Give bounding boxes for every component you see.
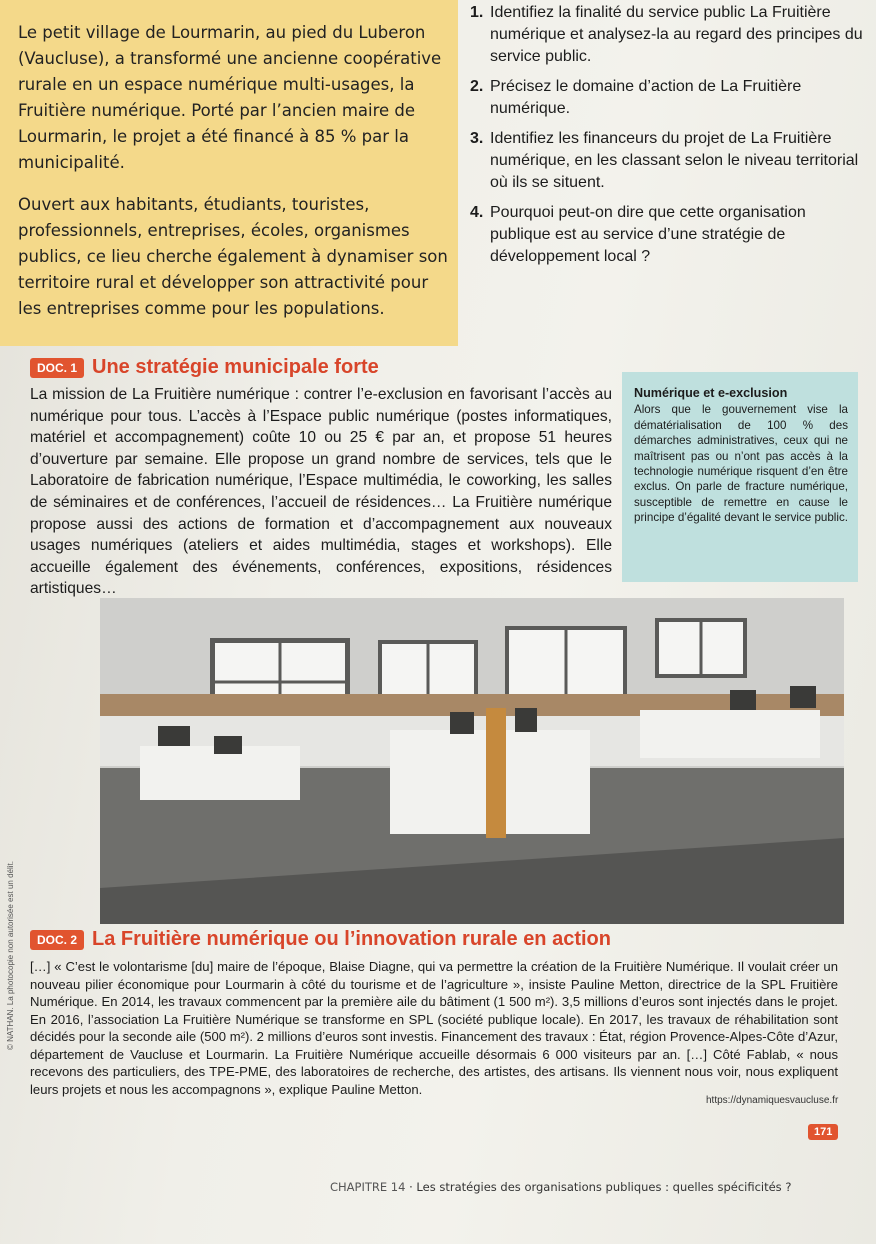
chapter-label: CHAPITRE 14 bbox=[330, 1180, 406, 1194]
question-text: Identifiez la finalité du service public La Fruitière numérique et analysez-la au regard des principes du service public. bbox=[490, 4, 863, 65]
doc1-badge: DOC. 1 bbox=[30, 358, 84, 378]
page-number-badge: 171 bbox=[808, 1124, 838, 1140]
question-text: Identifiez les financeurs du projet de La Fruitière numérique, en les classant selon le niveau territorial où ils se situent. bbox=[490, 130, 859, 191]
chapter-footer bbox=[330, 1180, 830, 1194]
question-text: Pourquoi peut-on dire que cette organisation publique est au service d’une stratégie de développement local ? bbox=[490, 204, 806, 265]
doc2-body: […] « C’est le volontarisme [du] maire de l’époque, Blaise Diagne, qui va permettre la création de la Fruitière Numérique. Il voulait créer un nouveau pilier économique pour Lourmarin à côté du tourisme et de l’agriculture », insiste Pauline Metton, directrice de la SPL Fruitière Numérique. En 2014, les travaux commencent par la première aile du bâtiment (1 500 m²). 3,5 millions d’euros sont injectés dans le projet. En 2016, l’association La Fruitière Numérique se transforme en SPL (société publique locale). En 2017, les travaux de réhabilitation sont décidés pour la seconde aile (500 m²). 2 millions d’euros sont investis. Financement des travaux : État, région Provence-Alpes-Côte d’Azur, département de Vaucluse et Lourmarin. La Fruitière Numérique accueille désormais 6 000 visiteurs par an. […] Côté Fablab, « nous recevons des particuliers, des TPE-PME, des laboratoires de recherche, des artistes, des artisans. Ils viennent nous voir, nous expliquent leurs projets et nous les accompagnons », explique Pauline Metton. bbox=[30, 959, 838, 1097]
question-text: Précisez le domaine d’action de La Fruitière numérique. bbox=[490, 78, 802, 117]
question-2 bbox=[470, 76, 870, 120]
sidebar-text: Alors que le gouvernement vise la dématérialisation de 100 % des démarches administratives, ceux qui ne maîtrisent pas ou n’ont pas accès à la technologie numérique risquent d’en être exclus. On parle de fracture numérique, susceptible de remettre en cause le principe d’égalité devant le service public. bbox=[634, 403, 848, 525]
question-1 bbox=[470, 2, 870, 68]
copyright-notice: © NATHAN. La photocopie non autorisée est un délit. bbox=[6, 861, 15, 1050]
question-4 bbox=[470, 202, 870, 268]
question-number: 3. bbox=[470, 130, 484, 147]
questions-list bbox=[470, 2, 870, 276]
doc1-title: Une stratégie municipale forte bbox=[92, 356, 379, 378]
question-number: 4. bbox=[470, 204, 484, 221]
sidebar-title: Numérique et e-exclusion bbox=[634, 386, 788, 400]
doc2-heading bbox=[30, 928, 611, 951]
chapter-title: Les stratégies des organisations publiques : quelles spécificités ? bbox=[416, 1180, 792, 1194]
intro-box bbox=[0, 0, 458, 346]
footer-separator: · bbox=[405, 1180, 417, 1194]
doc2-badge: DOC. 2 bbox=[30, 930, 84, 950]
definition-sidebar bbox=[622, 372, 858, 582]
doc1-heading bbox=[30, 356, 379, 379]
doc1-body: La mission de La Fruitière numérique : contrer l’e-exclusion en favorisant l’accès au numérique pour tous. L’accès à l’Espace public numérique (postes informatiques, matériel et accompagnement) coûte 10 ou 25 € par an, et propose 51 heures d’ouverture par semaine. Elle propose un grand nombre de services, tels que le Laboratoire de fabrication numérique, l’Espace multimédia, le coworking, les salles de séminaires et de conférences, l’accueil de résidences… La Fruitière numérique propose aussi des actions de formation et d’accompagnement aux nouveaux usages numériques (ateliers et aides multimédia, stages et workshops). Elle accueille également des événements, conférences, expositions, résidences artistiques… bbox=[30, 386, 612, 598]
coworking-space-illustration bbox=[100, 598, 844, 924]
question-3 bbox=[470, 128, 870, 194]
question-number: 1. bbox=[470, 4, 484, 21]
question-number: 2. bbox=[470, 78, 484, 95]
doc2-title: La Fruitière numérique ou l’innovation rurale en action bbox=[92, 928, 611, 950]
intro-paragraph-1: Le petit village de Lourmarin, au pied du Luberon (Vaucluse), a transformé une ancienne coopérative rurale en un espace numérique multi-usages, la Fruitière numérique. Porté par l’ancien maire de Lourmarin, le projet a été financé à 85 % par la municipalité. bbox=[18, 23, 442, 172]
intro-paragraph-2: Ouvert aux habitants, étudiants, touristes, professionnels, entreprises, écoles, organismes publics, ce lieu cherche également à dynamiser son territoire rural et développer son attractivité pour les entreprises comme pour les populations. bbox=[18, 195, 448, 318]
doc2-source: https://dynamiquesvaucluse.fr bbox=[706, 1095, 839, 1106]
